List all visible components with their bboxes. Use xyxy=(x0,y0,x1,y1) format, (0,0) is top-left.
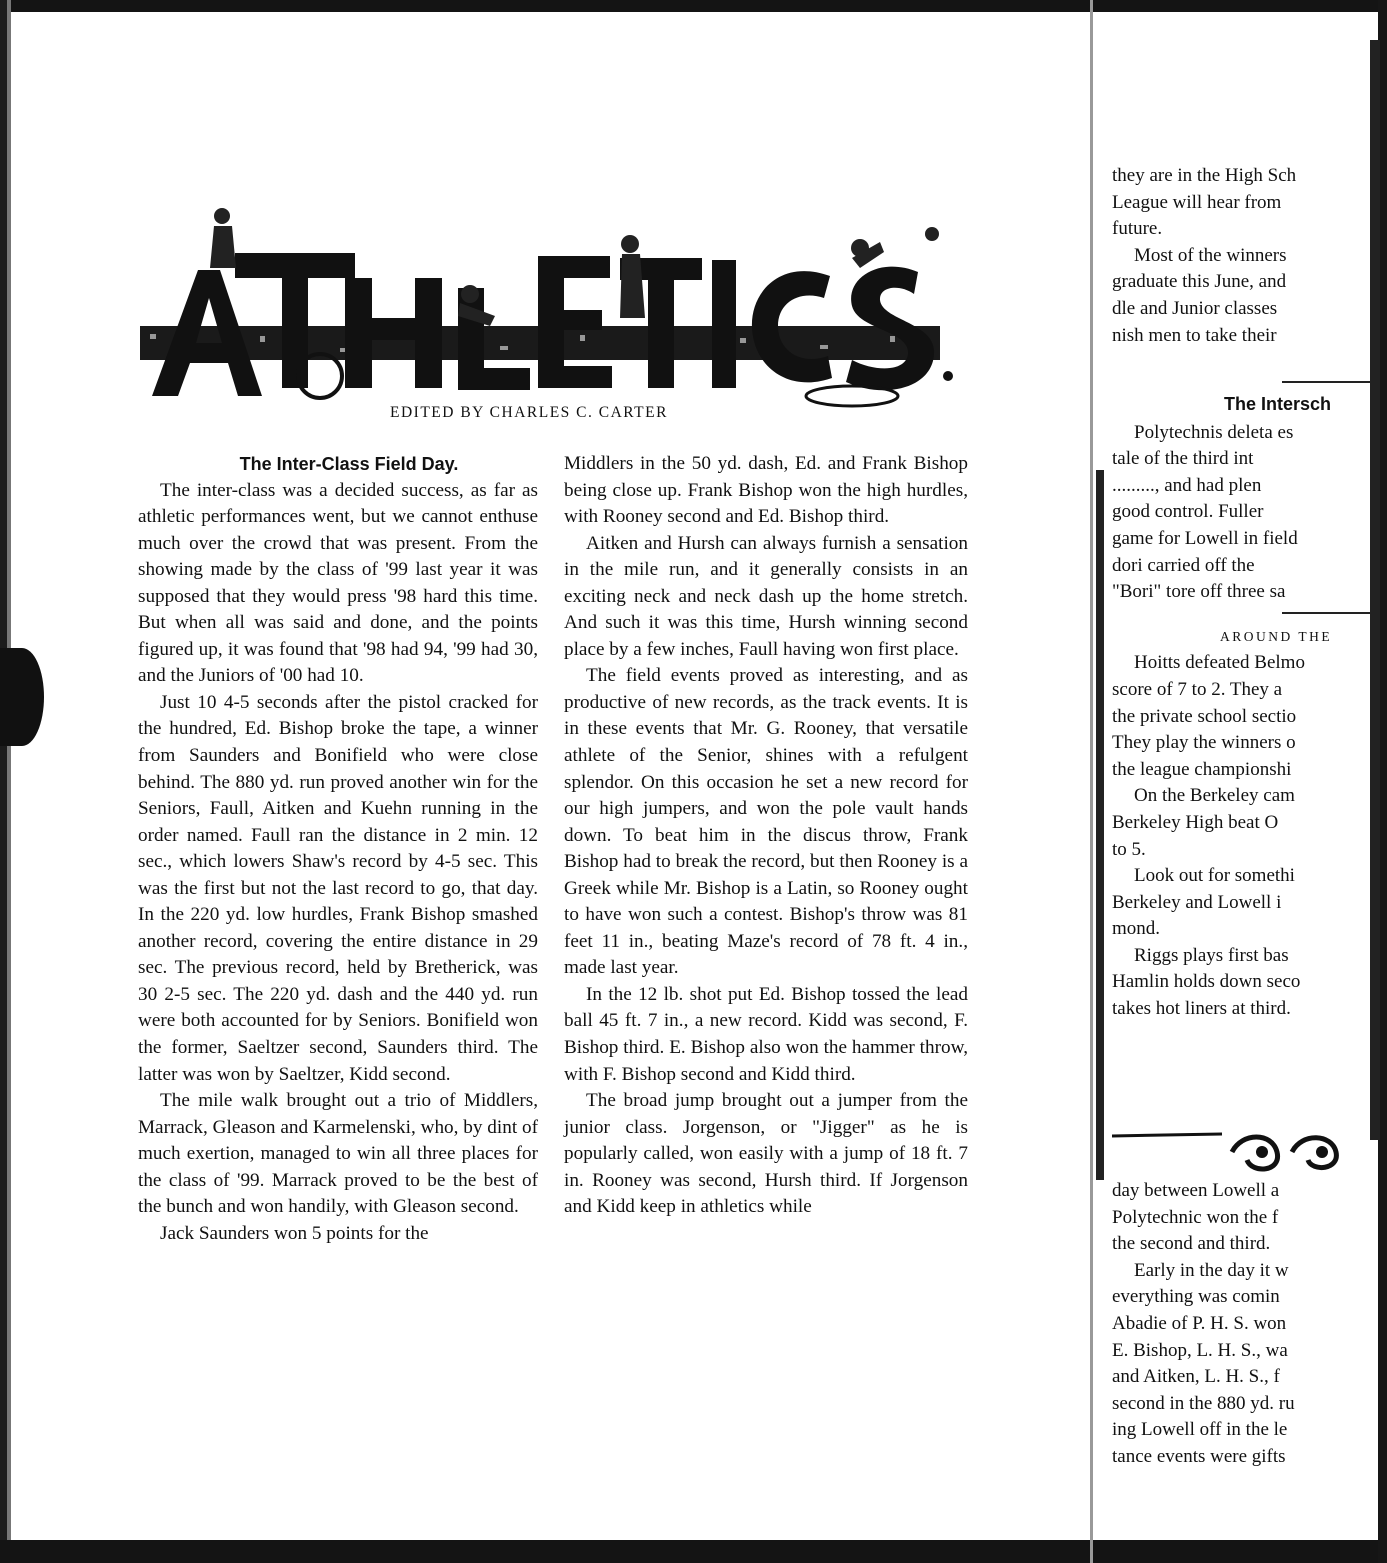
section-title: The Intersch xyxy=(1224,394,1332,414)
text-line: League will hear from xyxy=(1112,191,1282,213)
text-line: Early in the day it w xyxy=(1134,1259,1289,1281)
text-line: dle and Junior classes xyxy=(1112,297,1278,319)
article-title: The Inter-Class Field Day. xyxy=(239,454,459,474)
text-line: they are in the High Sch xyxy=(1112,165,1297,186)
article-column-1 xyxy=(138,451,538,1247)
scan-border-bottom xyxy=(0,1540,1387,1563)
text-line: game for Lowell in field xyxy=(1112,527,1298,549)
text-line: Polytechnis deleta es xyxy=(1134,421,1294,443)
text-line: score of 7 to 2. They a xyxy=(1112,678,1283,700)
text-line: everything was comin xyxy=(1112,1286,1280,1308)
text-line: Polytechnic won the f xyxy=(1112,1206,1279,1228)
text-line: Hoitts defeated Belmo xyxy=(1134,652,1305,674)
athletics-logo-art xyxy=(140,198,970,412)
section-divider xyxy=(1282,381,1372,383)
text-line: ........., and had plen xyxy=(1112,474,1262,496)
text-line: tance events were gifts xyxy=(1112,1445,1286,1467)
text-line: good control. Fuller xyxy=(1112,501,1264,523)
athletics-headline-illustration xyxy=(140,198,970,412)
decorative-ornament xyxy=(1112,1122,1374,1178)
article-column-3-middle xyxy=(1112,375,1372,1015)
page-gutter-shadow xyxy=(1096,470,1104,1180)
text-line: Most of the winners xyxy=(1134,244,1287,266)
text-line: tale of the third int xyxy=(1112,448,1254,470)
text-line: to 5. xyxy=(1112,838,1146,860)
text-line: E. Bishop, L. H. S., wa xyxy=(1112,1339,1288,1361)
paragraph: In the 12 lb. shot put Ed. Bishop tossed the lead ball 45 ft. 7 in., a new record. Kidd was second, F. Bishop third. E. Bishop also won the hammer throw, with F. Bishop second and Kidd third. xyxy=(564,983,968,1085)
text-line: the league championshi xyxy=(1112,758,1292,780)
text-line: the second and third. xyxy=(1112,1233,1271,1255)
paragraph: The field events proved as interesting, and as productive of new records, as the track events. It is in these events that Mr. G. Rooney, that versatile athlete of the Senior, shines with a refulgent splendor. On this occasion he set a new record for our high jumpers, and won the pole vault hands down. To beat him in the discus throw, Frank Bishop had to break the record, but then Rooney is a Greek while Mr. Bishop is a Latin, so Rooney ought to have won such a contest. Bishop's throw was 81 feet 11 in., beating Maze's record of 78 ft. 4 in., made last year. xyxy=(564,665,968,979)
article-column-2 xyxy=(564,451,968,1221)
text-line: ing Lowell off in the le xyxy=(1112,1419,1288,1441)
paragraph: The broad jump brought out a jumper from the junior class. Jorgenson, or "Jigger" as he is popularly called, won easily with a jump of 18 ft. 7 in. Rooney was second, Hursh third. If Jorgenson and Kidd keep in athletics while xyxy=(564,1090,968,1218)
text-line: They play the winners o xyxy=(1112,732,1296,754)
text-line: takes hot liners at third. xyxy=(1112,998,1291,1015)
text-line: dori carried off the xyxy=(1112,554,1255,576)
text-line: Abadie of P. H. S. won xyxy=(1112,1312,1287,1334)
text-line: day between Lowell a xyxy=(1112,1180,1280,1201)
text-line: mond. xyxy=(1112,918,1161,940)
text-line: Berkeley and Lowell i xyxy=(1112,891,1282,913)
article-column-3-bottom xyxy=(1112,1178,1372,1498)
text-line: the private school sectio xyxy=(1112,705,1297,727)
text-line: On the Berkeley cam xyxy=(1134,785,1295,807)
paragraph: The inter-class was a decided success, as far as athletic performances went, but we cannot enthuse much over the crowd that was present. From the showing made by the class of '99 last year it was supposed that they would press '98 hard this time. But when all was said and done, and the points figured up, it was found that '98 had 94, '99 had 30, and the Juniors of '00 had 10. xyxy=(138,479,538,687)
editor-credit: EDITED BY CHARLES C. CARTER xyxy=(390,404,668,421)
scan-border-top xyxy=(0,0,1387,12)
binding-hole-shadow xyxy=(0,648,44,746)
paragraph: Jack Saunders won 5 points for the xyxy=(160,1222,429,1244)
section-title-around: AROUND THE xyxy=(1220,628,1333,644)
text-line: "Bori" tore off three sa xyxy=(1112,581,1286,603)
paragraph: Middlers in the 50 yd. dash, Ed. and Frank Bishop being close up. Frank Bishop won the high hurdles, with Rooney second and Ed. Bishop third. xyxy=(564,453,968,528)
ornament-flourish-icon xyxy=(1112,1122,1374,1178)
text-line: and Aitken, L. H. S., f xyxy=(1112,1366,1280,1388)
text-line: future. xyxy=(1112,218,1163,240)
paragraph: The mile walk brought out a trio of Middlers, Marrack, Gleason and Karmelenski, who, by dint of much exertion, managed to win all three places for the class of '99. Marrack proved to be the best of the bunch and won handily, with Gleason second. xyxy=(138,1090,538,1218)
article-column-3-top xyxy=(1112,163,1372,353)
paragraph: Just 10 4-5 seconds after the pistol cracked for the hundred, Ed. Bishop broke the tape, a winner from Saunders and Bonifield who were close behind. The 880 yd. run proved another win for the Seniors, Faull, Aitken and Kuehn running in the order named. Faull ran the distance in 2 min. 12 sec., which lowers Shaw's record by 4-5 sec. This was the first but not the last record to go, that day. In the 220 yd. low hurdles, Frank Bishop smashed another record, covering the entire distance in 29 sec. The previous record, held by Bretherick, was 30 2-5 sec. The 220 yd. dash and the 440 yd. run were both accounted for by Seniors. Bonifield won the former, Saeltzer second, Saunders third. The latter was won by Saeltzer, Kidd second. xyxy=(138,691,538,1085)
text-line: Berkeley High beat O xyxy=(1112,811,1279,833)
text-line: Look out for somethi xyxy=(1134,865,1295,887)
page-gutter-line xyxy=(1090,0,1093,1563)
text-line: nish men to take their xyxy=(1112,324,1277,346)
text-line: Riggs plays first bas xyxy=(1134,944,1289,966)
scan-border-left xyxy=(0,0,7,1563)
text-line: second in the 880 yd. ru xyxy=(1112,1392,1295,1414)
section-divider xyxy=(1282,612,1372,614)
text-line: Hamlin holds down seco xyxy=(1112,971,1301,993)
scan-border-left-shade xyxy=(7,0,11,1563)
text-line: graduate this June, and xyxy=(1112,271,1287,293)
paragraph: Aitken and Hursh can always furnish a sensation in the mile run, and it generally consists in an exciting neck and neck dash up the home stretch. And such it was this time, Hursh winning second place by a few inches, Faull having won first place. xyxy=(564,532,968,660)
